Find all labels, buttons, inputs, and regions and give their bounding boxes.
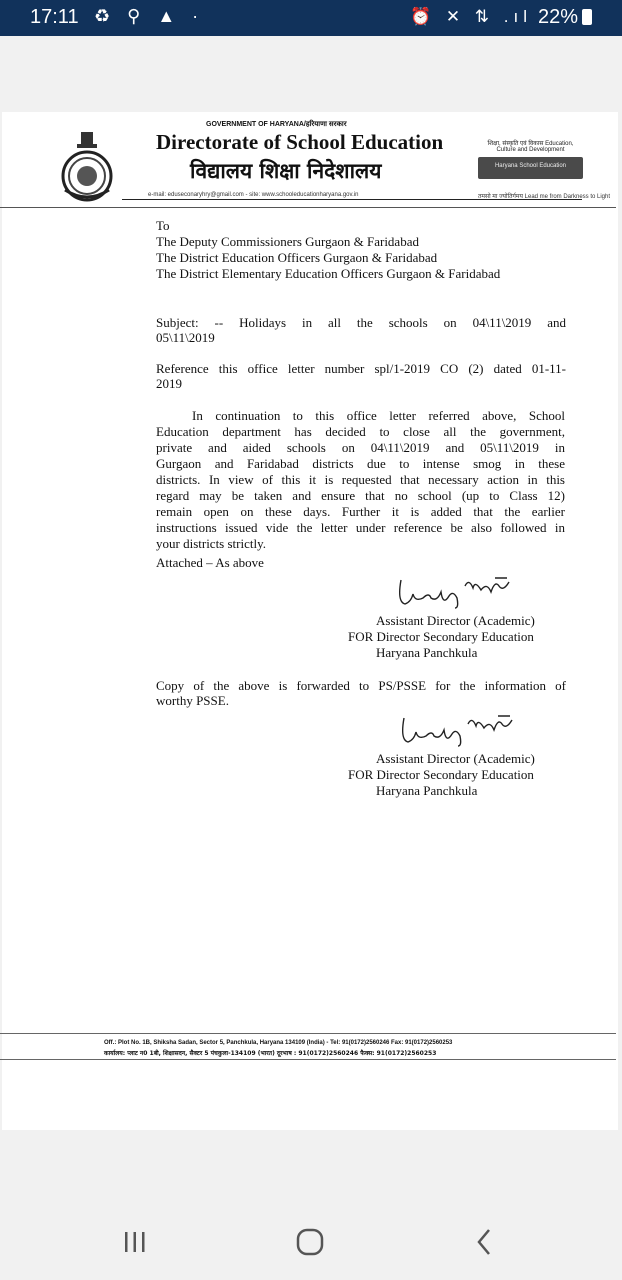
body-line: private and aided schools on 04\11\2019 and 05\11\2019 in (156, 440, 565, 455)
signatory-location: Haryana Panchkula (376, 645, 478, 660)
copy-line-cont: worthy PSSE. (156, 693, 229, 708)
footer-divider (0, 1033, 616, 1034)
to-label: To (156, 218, 170, 233)
education-logo-text: शिक्षा, संस्कृति एवं विकास Education, Culture and Development (487, 141, 574, 153)
motto: तमसो मा ज्योतिर्गमय Lead me from Darkness to Light (478, 194, 611, 200)
battery-icon (582, 9, 592, 25)
footer-divider-lower (0, 1059, 616, 1060)
recipient-line: The District Elementary Education Officers Gurgaon & Faridabad (156, 266, 501, 281)
haryana-emblem-icon (55, 130, 119, 202)
signatory-location: Haryana Panchkula (376, 783, 478, 798)
body-line: districts. In view of this it is requested that necessary action in this (156, 472, 565, 487)
directorate-title: Directorate of School Education (156, 130, 444, 154)
status-bar (0, 0, 622, 36)
body-line: In continuation to this office letter referred above, School (192, 408, 565, 423)
notification-icons: ♻ ⚲ ▲ · (94, 6, 205, 26)
footer-address-en: Off.: Plot No. 1B, Shiksha Sadan, Sector 5, Panchkula, Haryana 134109 (India) - Tel: 91(0172)2560246 Fax: 91(0172)2560253 (104, 1040, 453, 1046)
footer-address-hi: कार्यालय: प्लाट न0 1बी, शिक्षासदन, सैक्टर 5 पंचकुला-134109 (भारत) दूरभाष : 91(0172)2560246 फैक्स: 91(0172)2560253 (104, 1050, 437, 1057)
body-line: instructions issued vide the letter under reference be also followed in (156, 520, 565, 535)
back-icon[interactable] (455, 1222, 515, 1262)
battery-indicator (538, 6, 592, 29)
signatory-title: Assistant Director (Academic) (376, 751, 535, 766)
recipient-line: The Deputy Commissioners Gurgaon & Faridabad (156, 234, 419, 249)
signatory-office: FOR Director Secondary Education (348, 629, 534, 644)
subject-line: Subject: -- Holidays in all the schools on 04\11\2019 and (156, 315, 566, 330)
subject-line-cont: 05\11\2019 (156, 330, 215, 345)
body-line: regard may be taken and ensure that no school (up to Class 12) (156, 488, 565, 503)
body-line: Gurgaon and Faridabad districts due to intense smog in these (156, 456, 565, 471)
signatory-title: Assistant Director (Academic) (376, 613, 535, 628)
home-icon[interactable] (280, 1222, 340, 1262)
signature-image (395, 572, 535, 610)
system-icons: ⏰ ✕ ⇅ .ıl (409, 7, 532, 26)
body-line: your districts strictly. (156, 536, 267, 551)
body-line: remain open on these days. Further it is added that the earlier (156, 504, 565, 519)
directorate-title-hindi: विद्यालय शिक्षा निदेशालय (190, 159, 382, 183)
body-line: Education department has decided to close all the government, (156, 424, 565, 439)
reference-line: Reference this office letter number spl/1-2019 CO (2) dated 01-11- (156, 361, 566, 376)
copy-line: Copy of the above is forwarded to PS/PSSE for the information of (156, 678, 566, 693)
battery-percent: 22% (537, 6, 578, 28)
signature-image (398, 710, 538, 748)
clock: 17:11 (30, 6, 79, 28)
header-divider-lower (0, 207, 616, 208)
recipient-line: The District Education Officers Gurgaon & Faridabad (156, 250, 438, 265)
contact-line: e-mail: eduseconaryhry@gmail.com - site: www.schooleducationharyana.gov.in (148, 192, 359, 198)
signatory-office: FOR Director Secondary Education (348, 767, 534, 782)
reference-line-cont: 2019 (156, 376, 182, 391)
government-line: GOVERNMENT OF HARYANA/हरियाणा सरकार (206, 121, 347, 128)
recent-apps-icon[interactable] (105, 1222, 165, 1262)
header-divider (122, 199, 582, 200)
banner-text: Haryana School Education (494, 163, 567, 169)
attached-note: Attached – As above (156, 555, 264, 570)
